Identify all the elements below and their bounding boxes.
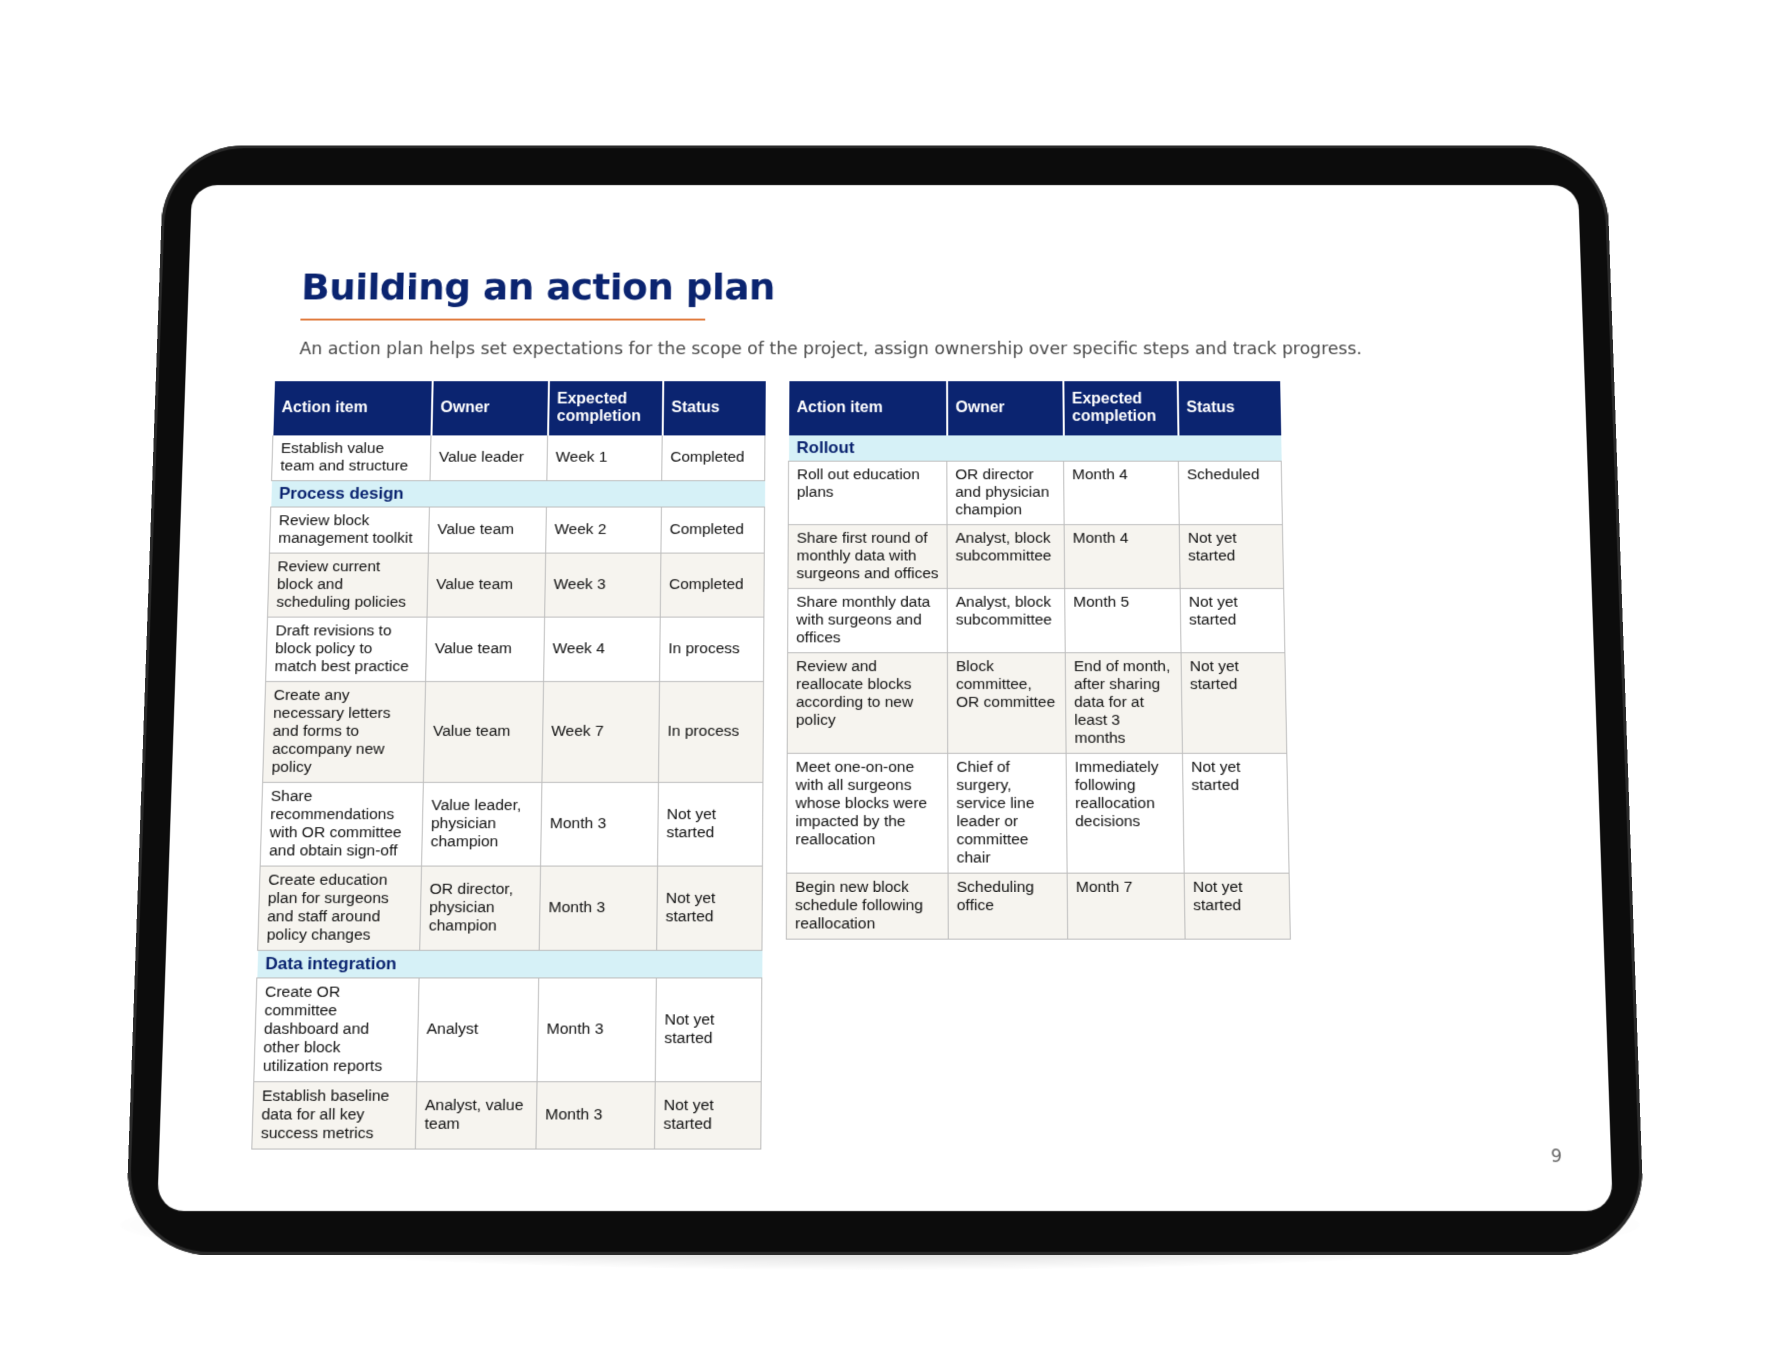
header-owner: Owner <box>431 381 548 435</box>
table-row <box>788 588 1285 652</box>
table-row <box>788 461 1282 524</box>
action-item-cell: Review current block and scheduling policies <box>268 553 429 617</box>
intro-text: An action plan helps set expectations for the scope of the project, assign ownership over specific steps and track progress. <box>299 339 1363 360</box>
table-row <box>258 866 763 950</box>
action-item-cell: Share first round of monthly data with surgeons and offices <box>788 525 947 589</box>
owner-cell: OR director and physician champion <box>947 461 1064 524</box>
status-cell: Scheduled <box>1178 461 1282 524</box>
owner-cell: Analyst, block subcommittee <box>947 588 1065 652</box>
owner-cell: Value leader, physician champion <box>422 782 542 866</box>
owner-cell: Analyst, value team <box>415 1082 537 1149</box>
action-item-cell: Share monthly data with surgeons and offices <box>788 588 948 652</box>
section-row-process-design <box>271 481 765 507</box>
action-item-cell: Create education plan for surgeons and staff around policy changes <box>258 866 422 950</box>
owner-cell: OR director, physician champion <box>420 866 541 950</box>
completion-cell: Month 3 <box>539 866 657 950</box>
completion-cell: Week 4 <box>544 617 661 681</box>
page-number: 9 <box>1550 1146 1563 1168</box>
status-cell: Completed <box>661 507 765 553</box>
action-item-cell: Establish baseline data for all key success metrics <box>252 1082 417 1149</box>
status-cell: In process <box>658 682 763 783</box>
header-expected-completion: Expected completion <box>548 381 663 435</box>
tablet-frame <box>125 145 1645 1255</box>
completion-cell: Month 3 <box>537 978 656 1082</box>
title-underline <box>300 319 705 321</box>
table-row <box>252 1082 761 1149</box>
action-item-cell: Establish value team and structure <box>272 435 431 480</box>
completion-cell: Week 7 <box>542 682 660 783</box>
completion-cell: Week 2 <box>546 507 662 553</box>
section-label: Process design <box>271 481 765 507</box>
status-cell: Completed <box>660 553 764 617</box>
action-item-cell: Roll out education plans <box>788 461 947 524</box>
action-item-cell: Create any necessary letters and forms to accompany new policy <box>263 682 426 783</box>
action-plan-table-right <box>786 381 1291 939</box>
section-row-rollout <box>789 435 1282 461</box>
action-plan-table-left <box>251 381 766 1149</box>
header-owner: Owner <box>947 381 1064 435</box>
header-status: Status <box>662 381 765 435</box>
page-title: Building an action plan <box>300 265 776 309</box>
table-row <box>268 553 765 617</box>
completion-cell: Immediately following reallocation decisions <box>1066 753 1184 873</box>
status-cell: Not yet started <box>1184 873 1290 939</box>
action-item-cell: Draft revisions to block policy to match best practice <box>266 617 427 681</box>
status-cell: Not yet started <box>1179 525 1283 589</box>
completion-cell: Month 7 <box>1067 873 1185 939</box>
completion-cell: End of month, after sharing data for at least 3 months <box>1065 653 1182 754</box>
action-item-cell: Share recommendations with OR committee and obtain sign-off <box>260 782 423 866</box>
action-item-cell: Meet one-on-one with all surgeons whose blocks were impacted by the reallocation <box>787 753 948 873</box>
status-cell: Not yet started <box>1181 653 1287 754</box>
owner-cell: Value team <box>427 553 546 617</box>
section-label: Rollout <box>789 435 1282 461</box>
table-row <box>788 525 1284 589</box>
owner-cell: Value team <box>428 507 546 553</box>
table-row <box>263 682 764 783</box>
completion-cell: Month 3 <box>536 1082 655 1149</box>
owner-cell: Value team <box>426 617 545 681</box>
action-item-cell: Review and reallocate blocks according to new policy <box>787 653 948 754</box>
header-action-item: Action item <box>789 381 947 435</box>
header-expected-completion: Expected completion <box>1063 381 1178 435</box>
section-label: Data integration <box>257 950 762 978</box>
table-row <box>266 617 764 681</box>
status-cell: Not yet started <box>655 978 762 1082</box>
action-item-cell: Begin new block schedule following reallocation <box>786 873 948 939</box>
header-status: Status <box>1177 381 1281 435</box>
table-row <box>787 653 1287 754</box>
status-cell: Not yet started <box>658 782 763 866</box>
completion-cell: Month 3 <box>541 782 659 866</box>
table-row <box>787 753 1289 873</box>
owner-cell: Scheduling office <box>948 873 1068 939</box>
tablet-screen <box>157 185 1613 1211</box>
table-row <box>254 978 762 1082</box>
status-cell: Not yet started <box>655 1082 762 1149</box>
owner-cell: Value team <box>423 682 543 783</box>
completion-cell: Month 4 <box>1064 525 1180 589</box>
status-cell: Not yet started <box>1182 753 1289 873</box>
completion-cell: Month 5 <box>1065 588 1181 652</box>
table-header-row <box>273 381 765 435</box>
owner-cell: Block committee, OR committee <box>947 653 1066 754</box>
table-row <box>786 873 1290 939</box>
completion-cell: Week 1 <box>547 435 662 480</box>
status-cell: Not yet started <box>1180 588 1285 652</box>
table-header-row <box>789 381 1281 435</box>
completion-cell: Month 4 <box>1064 461 1180 524</box>
completion-cell: Week 3 <box>545 553 661 617</box>
section-row-data-integration <box>257 950 762 978</box>
owner-cell: Value leader <box>430 435 548 480</box>
header-action-item: Action item <box>273 381 432 435</box>
action-item-cell: Create OR committee dashboard and other block utilization reports <box>254 978 419 1082</box>
table-row <box>269 507 764 553</box>
table-row <box>260 782 763 866</box>
status-cell: In process <box>660 617 764 681</box>
owner-cell: Analyst, block subcommittee <box>947 525 1065 589</box>
owner-cell: Chief of surgery, service line leader or committee chair <box>948 753 1067 873</box>
status-cell: Not yet started <box>657 866 763 950</box>
owner-cell: Analyst <box>417 978 539 1082</box>
status-cell: Completed <box>662 435 765 480</box>
table-row <box>272 435 765 480</box>
action-item-cell: Review block management toolkit <box>269 507 429 553</box>
